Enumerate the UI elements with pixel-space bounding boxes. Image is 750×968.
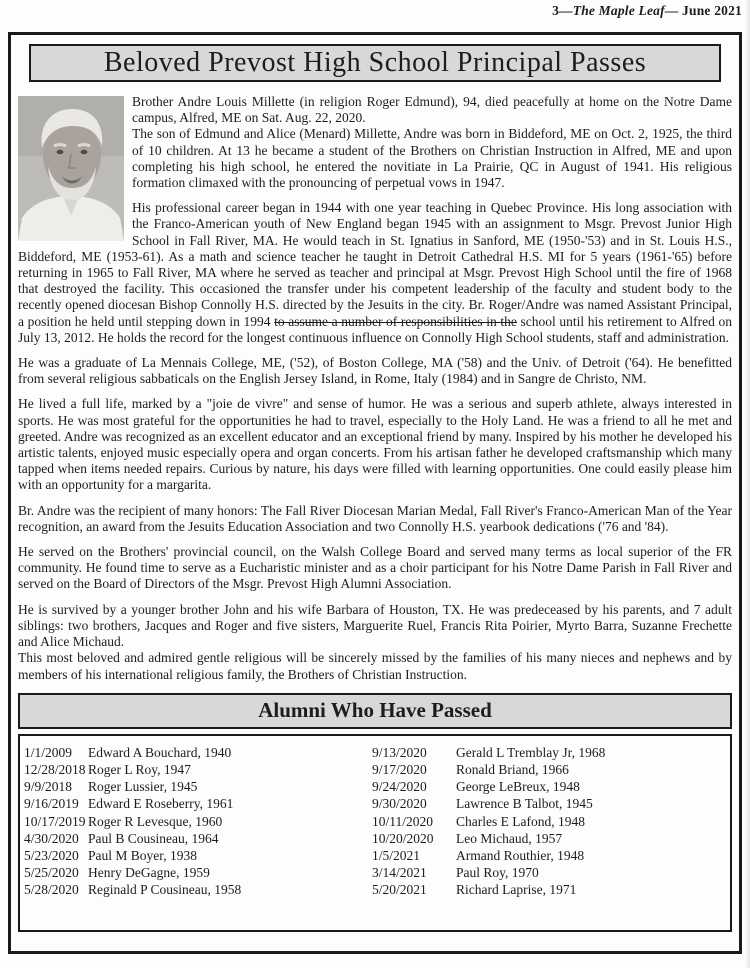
alumni-death-date: 10/17/2019 bbox=[24, 813, 86, 829]
alumni-row bbox=[372, 761, 730, 778]
paragraph-7: He served on the Brothers' provincial council, on the Walsh College Board and served many terms as local superior of the FR community. He found time to serve as a Eucharistic minister and as a choir participant for his Notre Dame Parish in Fall River and served on the Board of Directors of the Msgr. Prevost High Alumni Association. bbox=[18, 544, 732, 592]
alumni-death-date: 9/24/2020 bbox=[372, 779, 427, 795]
alumni-name-and-class-year: Roger Lussier, 1945 bbox=[88, 779, 198, 795]
alumni-death-date: 12/28/2018 bbox=[24, 761, 86, 777]
paragraph-1: Brother Andre Louis Millette (in religion Roger Edmund), 94, died peacefully at home on the Notre Dame campus, Alfred, ME on Sat. Aug. 22, 2020. bbox=[132, 94, 732, 126]
paragraph-3-struck-text: to assume a number of responsibilities in the bbox=[274, 313, 517, 329]
alumni-death-date: 5/23/2020 bbox=[24, 847, 79, 863]
portrait-photo bbox=[18, 96, 124, 241]
article-outer-box bbox=[8, 32, 742, 954]
page-number: 3— bbox=[552, 3, 573, 18]
alumni-name-and-class-year: Roger L Roy, 1947 bbox=[88, 761, 191, 777]
alumni-name-and-class-year: Richard Laprise, 1971 bbox=[456, 882, 577, 898]
alumni-row bbox=[372, 830, 730, 847]
alumni-name-and-class-year: Leo Michaud, 1957 bbox=[456, 830, 563, 846]
alumni-name-and-class-year: Lawrence B Talbot, 1945 bbox=[456, 796, 593, 812]
alumni-row bbox=[372, 813, 730, 830]
paragraph-3-lead: His professional career began in 1944 with one year teaching in Quebec Province. His long association with the Franco-American youth of New England began 1945 with an assignment to Msgr. Prevost Junior High School in Fall River, MA. He would teach in St. Ignatius in Sanford, ME (1950-'53) and in St. Louis H.S., Biddeford, ME (1953-61). As a math and science teacher he taught in Detroit Cathedral H.S. MI for 5 years (1961-'65) before returning in 1965 to Fall River, MA where he served as teacher and principal at Msgr. Prevost High School until the fire of 1968 that destroyed the facility. This occasioned the transfer under his competent leadership of the faculty and student body to the recently opened diocesan Bishop Connolly H.S. directed by the Jesuits in the city. Br. Roger/Andre was named Assistant Principal, a position he held until stepping down in 1994 bbox=[18, 200, 732, 329]
paragraph-2: The son of Edmund and Alice (Menard) Millette, Andre was born in Biddeford, ME on Oct. 2, 1925, the third of 10 children. At 13 he became a student of the Brothers on Christian Instruction in Alfred, ME and upon completing his high school, he entered the novitiate in La Prairie, QC in August of 1941. His religious formation climaxed with the pronouncing of perpetual vows in 1947. bbox=[132, 126, 732, 191]
elderly-man-portrait-icon bbox=[18, 96, 124, 241]
scan-edge-artifact bbox=[745, 0, 750, 968]
article-title-box bbox=[29, 44, 721, 82]
alumni-name-and-class-year: Ronald Briand, 1966 bbox=[456, 761, 569, 777]
alumni-row bbox=[372, 864, 730, 881]
alumni-name-and-class-year: Reginald P Cousineau, 1958 bbox=[88, 882, 242, 898]
alumni-name-and-class-year: Gerald L Tremblay Jr, 1968 bbox=[456, 744, 606, 760]
alumni-row bbox=[24, 744, 372, 761]
alumni-name-and-class-year: Paul M Boyer, 1938 bbox=[88, 847, 197, 863]
alumni-row bbox=[372, 795, 730, 812]
alumni-death-date: 9/13/2020 bbox=[372, 744, 427, 760]
paragraph-4: He was a graduate of La Mennais College, ME, ('52), of Boston College, MA ('58) and the Univ. of Detroit ('64). He benefitted from several religious sabbaticals on the English Jersey Island, in Rome, Italy (1984) and in Sangre de Christo, NM. bbox=[18, 355, 732, 387]
alumni-death-date: 10/11/2020 bbox=[372, 813, 434, 829]
issue-date: — June 2021 bbox=[664, 3, 742, 18]
alumni-death-date: 10/20/2020 bbox=[372, 830, 434, 846]
alumni-row bbox=[24, 830, 372, 847]
alumni-name-and-class-year: Paul B Cousineau, 1964 bbox=[88, 830, 219, 846]
alumni-row bbox=[372, 778, 730, 795]
alumni-table bbox=[18, 734, 732, 932]
article-title: Beloved Prevost High School Principal Passes bbox=[103, 47, 647, 78]
publication-name: The Maple Leaf bbox=[572, 3, 665, 18]
alumni-row bbox=[24, 795, 372, 812]
alumni-death-date: 4/30/2020 bbox=[24, 830, 79, 846]
paragraph-5: He lived a full life, marked by a "joie de vivre" and sense of humor. He was a serious and superb athlete, always interested in sports. He was most grateful for the opportunities he had to travel, especially to the Holy Land. He was a friend to all he met and greeted. Andre was recognized as an excellent educator and an exceptional friend by many. Inspired by his mother he developed his artistic talents, enjoyed music especially opera and organ concerts. From his artisan father he developed craftsmanship which many tapped when items needed repairs. Curious by nature, his days were filled with learning opportunities. One could easily please him with an opportunity for a margarita. bbox=[18, 396, 732, 493]
alumni-name-and-class-year: Armand Routhier, 1948 bbox=[456, 847, 585, 863]
page-header bbox=[552, 3, 742, 19]
alumni-name-and-class-year: Paul Roy, 1970 bbox=[456, 865, 539, 881]
alumni-name-and-class-year: George LeBreux, 1948 bbox=[456, 779, 580, 795]
alumni-right-column bbox=[372, 744, 730, 899]
alumni-death-date: 9/9/2018 bbox=[24, 779, 73, 795]
alumni-name-and-class-year: Edward E Roseberry, 1961 bbox=[88, 796, 234, 812]
alumni-row bbox=[372, 881, 730, 898]
alumni-section-title: Alumni Who Have Passed bbox=[258, 697, 492, 722]
alumni-row bbox=[24, 847, 372, 864]
alumni-name-and-class-year: Edward A Bouchard, 1940 bbox=[88, 744, 232, 760]
paragraph-6: Br. Andre was the recipient of many honors: The Fall River Diocesan Marian Medal, Fall River's Franco-American Man of the Year recognition, an award from the Jesuits Education Association and two Connolly H.S. yearbook dedications ('76 and '84). bbox=[18, 502, 732, 534]
alumni-death-date: 1/1/2009 bbox=[24, 744, 73, 760]
paragraph-3-tail: school until his retirement to Alfred on July 13, 2012. He holds the record for the longest continuous influence on Connolly High School students, staff and administration. bbox=[18, 313, 732, 345]
article-body bbox=[18, 94, 732, 683]
alumni-death-date: 5/28/2020 bbox=[24, 882, 79, 898]
paragraph-3 bbox=[18, 200, 732, 346]
alumni-row bbox=[24, 864, 372, 881]
alumni-death-date: 3/14/2021 bbox=[372, 865, 427, 881]
alumni-row bbox=[24, 761, 372, 778]
alumni-row bbox=[372, 744, 730, 761]
alumni-row bbox=[24, 778, 372, 795]
alumni-row bbox=[24, 881, 372, 898]
alumni-name-and-class-year: Henry DeGagne, 1959 bbox=[88, 865, 210, 881]
alumni-row bbox=[24, 813, 372, 830]
alumni-left-column bbox=[24, 744, 372, 899]
alumni-death-date: 9/30/2020 bbox=[372, 796, 427, 812]
paragraph-9: This most beloved and admired gentle religious will be sincerely missed by the families of his many nieces and nephews and by members of his international religious family, the Brothers of Christian Instruction. bbox=[18, 650, 732, 682]
alumni-death-date: 5/20/2021 bbox=[372, 882, 427, 898]
alumni-section-header bbox=[18, 693, 732, 729]
alumni-death-date: 9/16/2019 bbox=[24, 796, 79, 812]
paragraph-8: He is survived by a younger brother John and his wife Barbara of Houston, TX. He was predeceased by his parents, and 7 adult siblings: two brothers, Jacques and Roger and five sisters, Marguerite Ruel, Francis Rita Poirier, Myrto Barra, Suzanne Frechette and Alice Michaud. bbox=[18, 601, 732, 650]
alumni-death-date: 1/5/2021 bbox=[372, 847, 421, 863]
alumni-row bbox=[372, 847, 730, 864]
alumni-death-date: 5/25/2020 bbox=[24, 865, 79, 881]
alumni-name-and-class-year: Roger R Levesque, 1960 bbox=[88, 813, 223, 829]
alumni-death-date: 9/17/2020 bbox=[372, 761, 427, 777]
alumni-name-and-class-year: Charles E Lafond, 1948 bbox=[456, 813, 585, 829]
